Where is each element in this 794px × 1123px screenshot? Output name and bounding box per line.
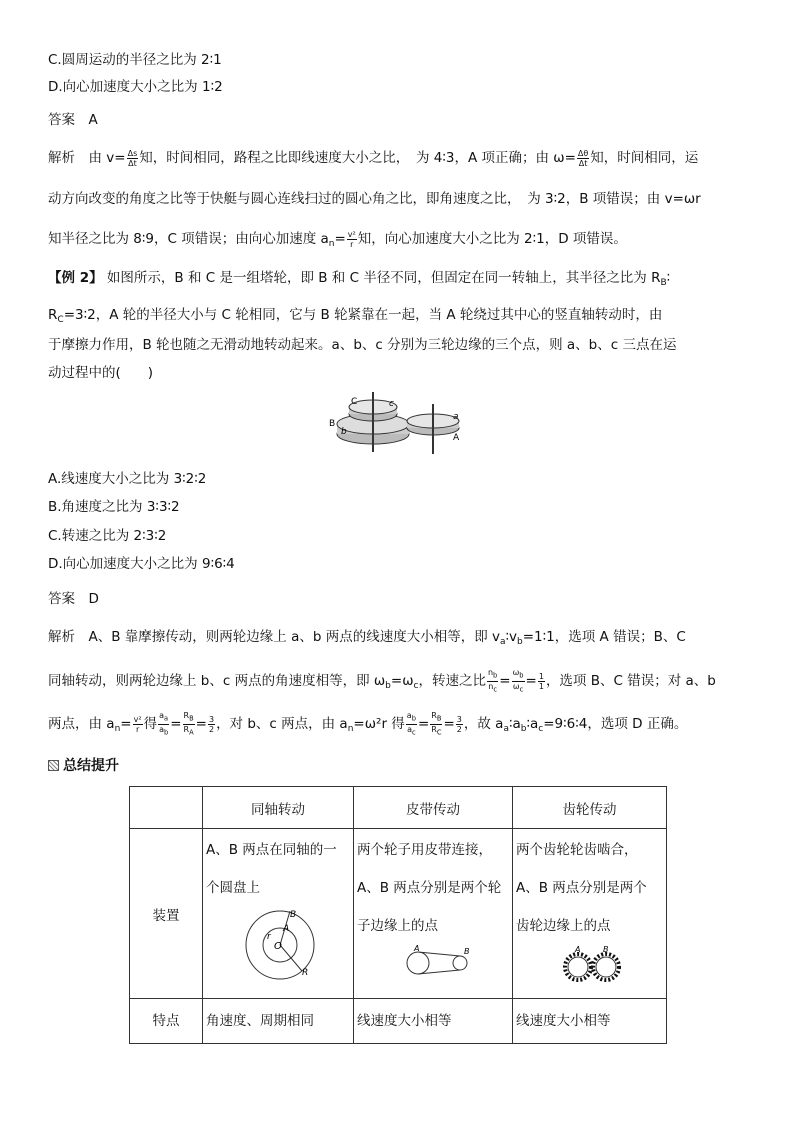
tower-wheel-figure: [326, 388, 476, 458]
table-header-belt: 皮带传动: [354, 787, 513, 829]
summary-table: [129, 786, 667, 1044]
explanation-1-line2: 动方向改变的角度之比等于快艇与圆心连线扫过的圆心角之比，即角速度之比， 为 3∶2，B 项错误；由 v=ωr: [48, 191, 701, 207]
label-c-wheel: C: [351, 397, 358, 407]
table-row-feature: [130, 999, 667, 1044]
svg-text:B: B: [464, 947, 470, 956]
explanation-2-line2: 同轴转动，则两轮边缘上 b、c 两点的角速度相等，即 $\omega_b=\omega_c$，转速之比 $\frac{n_b}{n_c}$ = $\frac{\omega_b}{\omega_c}$ = $\frac{1}{1}$ ，选项 B、C 错误；对 a、b: [48, 668, 716, 694]
table-row-device: [130, 829, 667, 999]
explanation-2-line1: 解析 A、B 靠摩擦传动，则两轮边缘上 a、b 两点的线速度大小相等，即 $v_a∶v_b=1∶1$，选项 A 错误；B、C: [48, 629, 686, 647]
explanation-2-line3: 两点，由 $a_n=$ $\frac{\text{v²}}{r}$ 得 $\frac{a_a}{a_b}$ = $\frac{R_B}{R_A}$ = $\frac{3}{2}$ ，对 b、c 两点，由 $a_n=\omega^2r$ 得 $\frac{a_b}{a_c}$ = $\frac{R_B}{R_C}$ = $\frac{3}{2}$ ，故 $a_a∶a_b∶a_c=9∶6∶4$，选项 D 正确。: [48, 711, 688, 737]
svg-text:R: R: [302, 968, 309, 978]
cell-coaxial-feature: 角速度、周期相同: [203, 999, 354, 1044]
row-label-feature: 特点: [130, 999, 203, 1044]
label-point-c: c: [389, 399, 394, 409]
table-header-gear: 齿轮传动: [513, 787, 667, 829]
cell-belt-feature: 线速度大小相等: [354, 999, 513, 1044]
cell-gear-device: 两个齿轮轮齿啮合， A、B 两点分别是两个 齿轮边缘上的点 A B: [513, 829, 667, 999]
svg-text:r: r: [267, 932, 271, 942]
option-d-prev: D.向心加速度大小之比为 1∶2: [48, 79, 223, 95]
label-a-wheel: A: [453, 433, 460, 443]
gear-mesh-diagram: [535, 945, 645, 985]
option-c: C.转速之比为 2∶3∶2: [48, 528, 167, 544]
answer-2: 答案 D: [48, 591, 99, 607]
explanation-1-line1: 解析 由 v= $\frac{\Delta s}{\Delta t}$ 知，时间相同，路程之比即线速度大小之比， 为 4∶3，A 项正确；由 ω= $\frac{\Delta\theta}{\Delta t}$ 知，时间相同，运: [48, 148, 699, 168]
table-header-coaxial: 同轴转动: [203, 787, 354, 829]
row-label-device: 装置: [130, 829, 203, 999]
option-b: B.角速度之比为 3∶3∶2: [48, 499, 180, 515]
cell-gear-feature: 线速度大小相等: [513, 999, 667, 1044]
cell-coaxial-device: A、B 两点在同轴的一 个圆盘上 O A B r R: [203, 829, 354, 999]
example-2-line1: 【例 2】 如图所示，B 和 C 是一组塔轮，即 B 和 C 半径不同，但固定在同一转轴上，其半径之比为 $R_B∶$: [48, 270, 671, 288]
svg-text:B: B: [602, 945, 608, 954]
example-2-line3: 于摩擦力作用，B 轮也随之无滑动地转动起来。a、b、c 分别为三轮边缘的三个点，则 a、b、c 三点在运: [48, 337, 677, 353]
svg-text:O: O: [274, 941, 282, 952]
coaxial-disc-diagram: [228, 907, 328, 985]
option-a: A.线速度大小之比为 3∶2∶2: [48, 471, 207, 487]
square-bullet-icon: [48, 760, 59, 771]
belt-drive-diagram: [378, 945, 488, 977]
example-2-line2: $R_C=3∶2$，A 轮的半径大小与 C 轮相同，它与 B 轮紧靠在一起，当 A 轮绕过其中心的竖直轴转动时，由: [48, 307, 663, 325]
example-2-line4: 动过程中的( ): [48, 365, 154, 381]
label-point-a: a: [453, 412, 459, 422]
explanation-1-line3: 知半径之比为 8∶9，C 项错误；由向心加速度 $a_n=$ $\frac{\text{v²}}{r}$ 知，向心加速度大小之比为 2∶1，D 项错误。: [48, 229, 627, 249]
svg-text:B: B: [290, 910, 297, 920]
table-header-row: [130, 787, 667, 829]
cell-belt-device: 两个轮子用皮带连接， A、B 两点分别是两个轮 子边缘上的点 A B: [354, 829, 513, 999]
label-b-wheel: B: [329, 419, 336, 429]
svg-text:A: A: [414, 945, 420, 953]
svg-text:A: A: [574, 945, 580, 954]
table-header-empty: [130, 787, 203, 829]
label-point-b: b: [341, 427, 347, 437]
svg-text:A: A: [283, 924, 290, 934]
option-c-prev: C.圆周运动的半径之比为 2∶1: [48, 52, 222, 68]
summary-heading: 总结提升: [48, 755, 119, 775]
answer-1: 答案 A: [48, 112, 98, 128]
option-d: D.向心加速度大小之比为 9∶6∶4: [48, 556, 235, 572]
